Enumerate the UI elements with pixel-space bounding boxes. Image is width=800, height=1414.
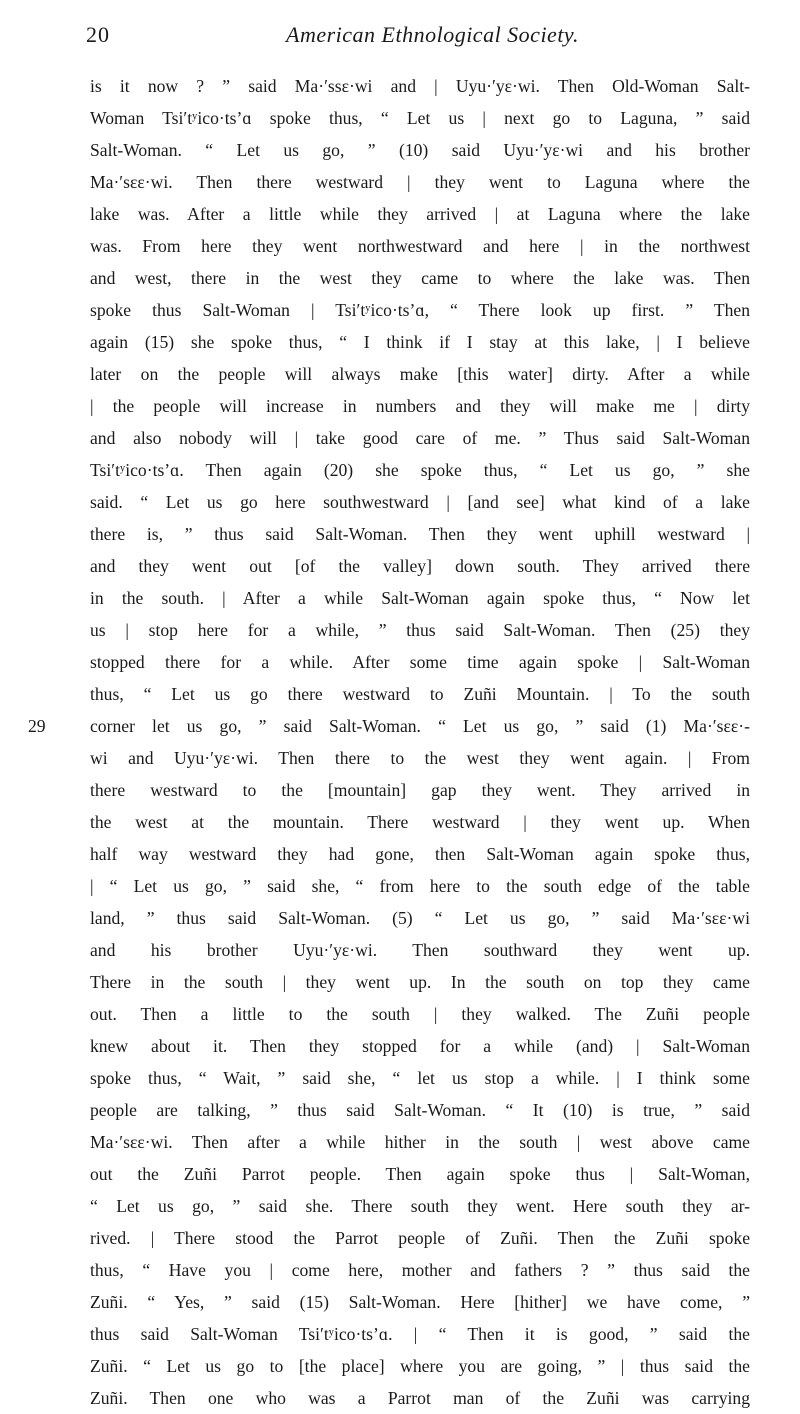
text-line: out. Then a little to the south | they walked. The Zuñi people <box>90 1004 750 1024</box>
text-line: Tsi′tʸico·ts’ɑ. Then again (20) she spoke thus, “ Let us go, ” she <box>90 460 750 480</box>
text-line: “ Let us go, ” said she. There south they went. Here south they ar- <box>90 1196 750 1216</box>
text-line: lake was. After a little while they arrived | at Laguna where the lake <box>90 204 750 224</box>
text-line: is it now ? ” said Ma·′ssɛ·wi and | Uyu·′yɛ·wi. Then Old-Woman Salt- <box>90 76 750 96</box>
text-line: Zuñi. “ Yes, ” said (15) Salt-Woman. Here [hither] we have come, ” <box>90 1292 750 1312</box>
text-line: in the south. | After a while Salt-Woman again spoke thus, “ Now let <box>90 588 750 608</box>
text-line: | the people will increase in numbers and they will make me | dirty <box>90 396 750 416</box>
margin-line-marker: 29 <box>28 716 46 736</box>
text-line: there westward to the [mountain] gap they went. They arrived in <box>90 780 750 800</box>
text-line: thus said Salt-Woman Tsi′tʸico·ts’ɑ. | “ Then it is good, ” said the <box>90 1324 750 1344</box>
text-line: land, ” thus said Salt-Woman. (5) “ Let us go, ” said Ma·′sɛɛ·wi <box>90 908 750 928</box>
text-line: the west at the mountain. There westward | they went up. When <box>90 812 750 832</box>
text-line: and his brother Uyu·′yɛ·wi. Then southward they went up. <box>90 940 750 960</box>
text-line: Ma·′sɛɛ·wi. Then after a while hither in the south | west above came <box>90 1132 750 1152</box>
text-line: and also nobody will | take good care of me. ” Thus said Salt-Woman <box>90 428 750 448</box>
body-text <box>28 70 750 1414</box>
text-line: thus, “ Have you | come here, mother and fathers ? ” thus said the <box>90 1260 750 1280</box>
text-line: wi and Uyu·′yɛ·wi. Then there to the west they went again. | From <box>90 748 750 768</box>
text-line: was. From here they went northwestward and here | in the northwest <box>90 236 750 256</box>
text-line: spoke thus Salt-Woman | Tsi′tʸico·ts’ɑ, “ There look up first. ” Then <box>90 300 750 320</box>
text-line: people are talking, ” thus said Salt-Woman. “ It (10) is true, ” said <box>90 1100 750 1120</box>
text-line: There in the south | they went up. In the south on top they came <box>90 972 750 992</box>
text-line: said. “ Let us go here southwestward | [and see] what kind of a lake <box>90 492 750 512</box>
text-line: and west, there in the west they came to where the lake was. Then <box>90 268 750 288</box>
text-line: thus, “ Let us go there westward to Zuñi Mountain. | To the south <box>90 684 750 704</box>
text-line: Salt-Woman. “ Let us go, ” (10) said Uyu·′yɛ·wi and his brother <box>90 140 750 160</box>
running-head <box>86 22 686 52</box>
text-line: Zuñi. “ Let us go to [the place] where you are going, ” | thus said the <box>90 1356 750 1376</box>
text-line: Woman Tsi′tʸico·ts’ɑ spoke thus, “ Let us | next go to Laguna, ” said <box>90 108 750 128</box>
text-line: half way westward they had gone, then Salt-Woman again spoke thus, <box>90 844 750 864</box>
page-number: 20 <box>86 22 110 47</box>
text-line: Zuñi. Then one who was a Parrot man of the Zuñi was carrying <box>90 1388 750 1408</box>
text-line: | “ Let us go, ” said she, “ from here to the south edge of the table <box>90 876 750 896</box>
text-line: spoke thus, “ Wait, ” said she, “ let us stop a while. | I think some <box>90 1068 750 1088</box>
text-line: later on the people will always make [this water] dirty. After a while <box>90 364 750 384</box>
text-line <box>28 710 750 742</box>
text-line: knew about it. Then they stopped for a while (and) | Salt-Woman <box>90 1036 750 1056</box>
text-line: stopped there for a while. After some time again spoke | Salt-Woman <box>90 652 750 672</box>
text-line: again (15) she spoke thus, “ I think if I stay at this lake, | I believe <box>90 332 750 352</box>
text-line: us | stop here for a while, ” thus said Salt-Woman. Then (25) they <box>90 620 750 640</box>
text-line-content: corner let us go, ” said Salt-Woman. “ Let us go, ” said (1) Ma·′sɛɛ·- <box>90 716 750 736</box>
text-line: there is, ” thus said Salt-Woman. Then they went uphill westward | <box>90 524 750 544</box>
text-line: out the Zuñi Parrot people. Then again spoke thus | Salt-Woman, <box>90 1164 750 1184</box>
text-line: rived. | There stood the Parrot people of Zuñi. Then the Zuñi spoke <box>90 1228 750 1248</box>
text-line: and they went out [of the valley] down south. They arrived there <box>90 556 750 576</box>
journal-title: American Ethnological Society. <box>286 22 579 47</box>
text-line: Ma·′sɛɛ·wi. Then there westward | they went to Laguna where the <box>90 172 750 192</box>
